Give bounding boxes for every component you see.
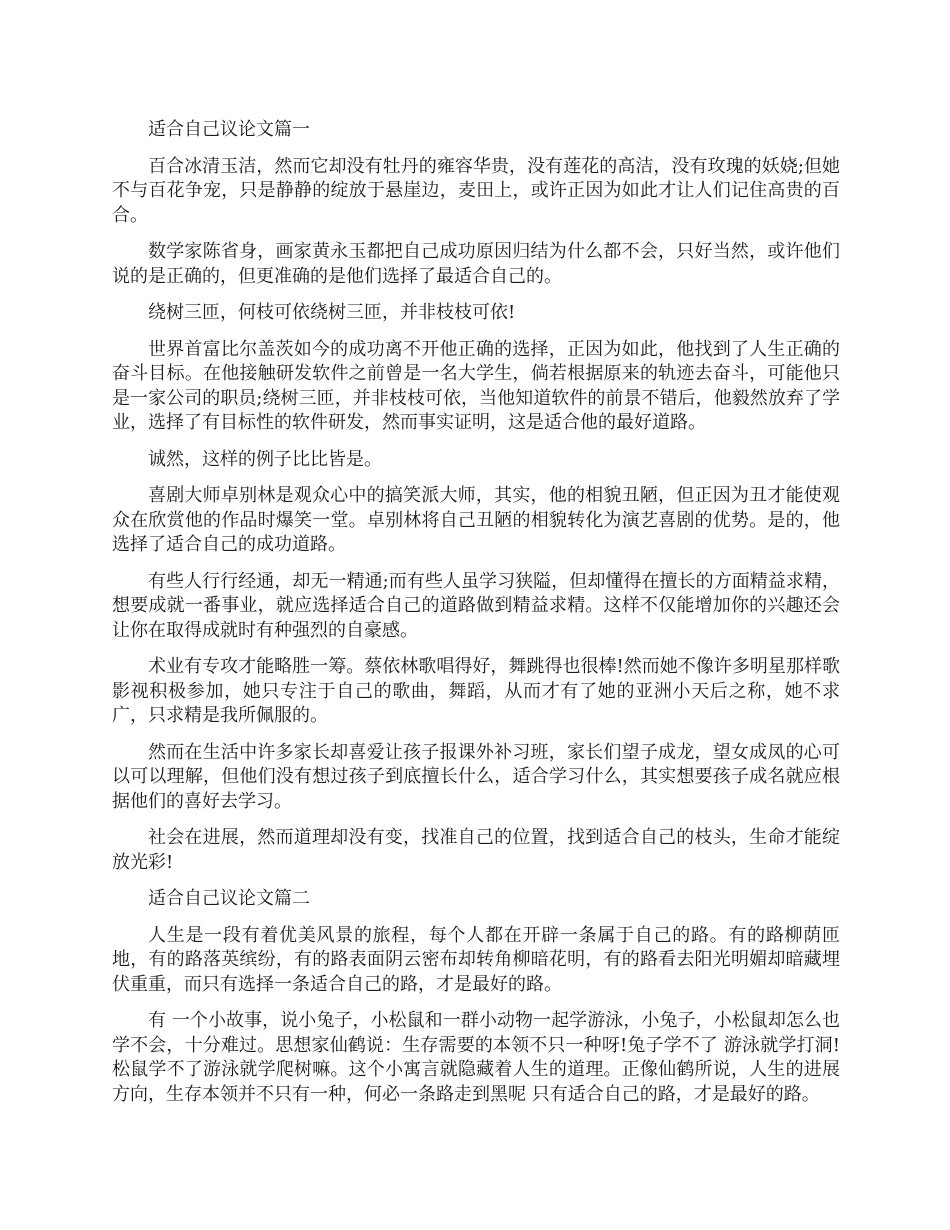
document-body [112, 118, 840, 1119]
section-heading-1: 适合自己议论文篇一 [148, 119, 310, 140]
paragraph: 然而在生活中许多家长却喜爱让孩子报课外补习班，家长们望子成龙，望女成凤的心可以可以理解，但他们没有想过孩子到底擅长什么，适合学习什么，其实想要孩子成名就应根据他们的喜好去学习。 [112, 741, 840, 812]
paragraph: 诚然，这样的例子比比皆是。 [148, 448, 382, 470]
paragraph: 人生是一段有着优美风景的旅程，每个人都在开辟一条属于自己的路。有的路柳荫匝地，有的路落英缤纷，有的路表面阴云密布却转角柳暗花明，有的路看去阳光明媚却暗藏埋伏重重，而只有选择一条适合自己的路，才是最好的路。 [112, 924, 840, 995]
paragraph: 百合冰清玉洁，然而它却没有牡丹的雍容华贵，没有莲花的高洁，没有玫瑰的妖娆;但她不与百花争宠，只是静静的绽放于悬崖边，麦田上，或许正因为如此才让人们记住高贵的百合。 [112, 155, 840, 226]
section-heading-2: 适合自己议论文篇二 [148, 888, 310, 909]
paragraph: 有些人行行经通，却无一精通;而有些人虽学习狭隘，但却懂得在擅长的方面精益求精，想要成就一番事业，就应选择适合自己的道路做到精益求精。这样不仅能增加你的兴趣还会让你在取得成就时有种强烈的自豪感。 [112, 570, 840, 641]
paragraph: 数学家陈省身，画家黄永玉都把自己成功原因归结为什么都不会，只好当然，或许他们说的是正确的，但更准确的是他们选择了最适合自己的。 [112, 241, 840, 287]
paragraph: 有 一个小故事，说小兔子，小松鼠和一群小动物一起学游泳，小兔子，小松鼠却怎么也学不会，十分难过。思想家仙鹤说：生存需要的本领不只一种呀!兔子学不了 游泳就学打洞!松鼠学不了游泳就学爬树嘛。这个小寓言就隐藏着人生的道理。正像仙鹤所说，人生的进展方向，生存本领并不只有一种，何必一条路走到黑呢 只有适合自己的路，才是最好的路。 [112, 1010, 840, 1105]
paragraph: 社会在进展，然而道理却没有变，找准自己的位置，找到适合自己的枝头，生命才能绽放光彩! [112, 827, 840, 873]
paragraph: 术业有专攻才能略胜一筹。蔡依林歌唱得好，舞跳得也很棒!然而她不像许多明星那样歌影视积极参加，她只专注于自己的歌曲，舞蹈，从而才有了她的亚洲小天后之称，她不求广，只求精是我所佩服的。 [112, 656, 840, 726]
paragraph: 喜剧大师卓别林是观众心中的搞笑派大师，其实，他的相貌丑陋，但正因为丑才能使观众在欣赏他的作品时爆笑一堂。卓别林将自己丑陋的相貌转化为演艺喜剧的优势。是的，他选择了适合自己的成功道路。 [112, 485, 840, 555]
paragraph: 绕树三匝，何枝可依绕树三匝，并非枝枝可依! [148, 302, 516, 323]
paragraph: 世界首富比尔盖茨如今的成功离不开他正确的选择，正因为如此，他找到了人生正确的奋斗目标。在他接触研发软件之前曾是一名大学生，倘若根据原来的轨迹去奋斗，可能他只是一家公司的职员;绕树三匝，并非枝枝可依，当他知道软件的前景不错后，他毅然放弃了学业，选择了有目标性的软件研发，然而事实证明，这是适合他的最好道路。 [112, 338, 840, 433]
